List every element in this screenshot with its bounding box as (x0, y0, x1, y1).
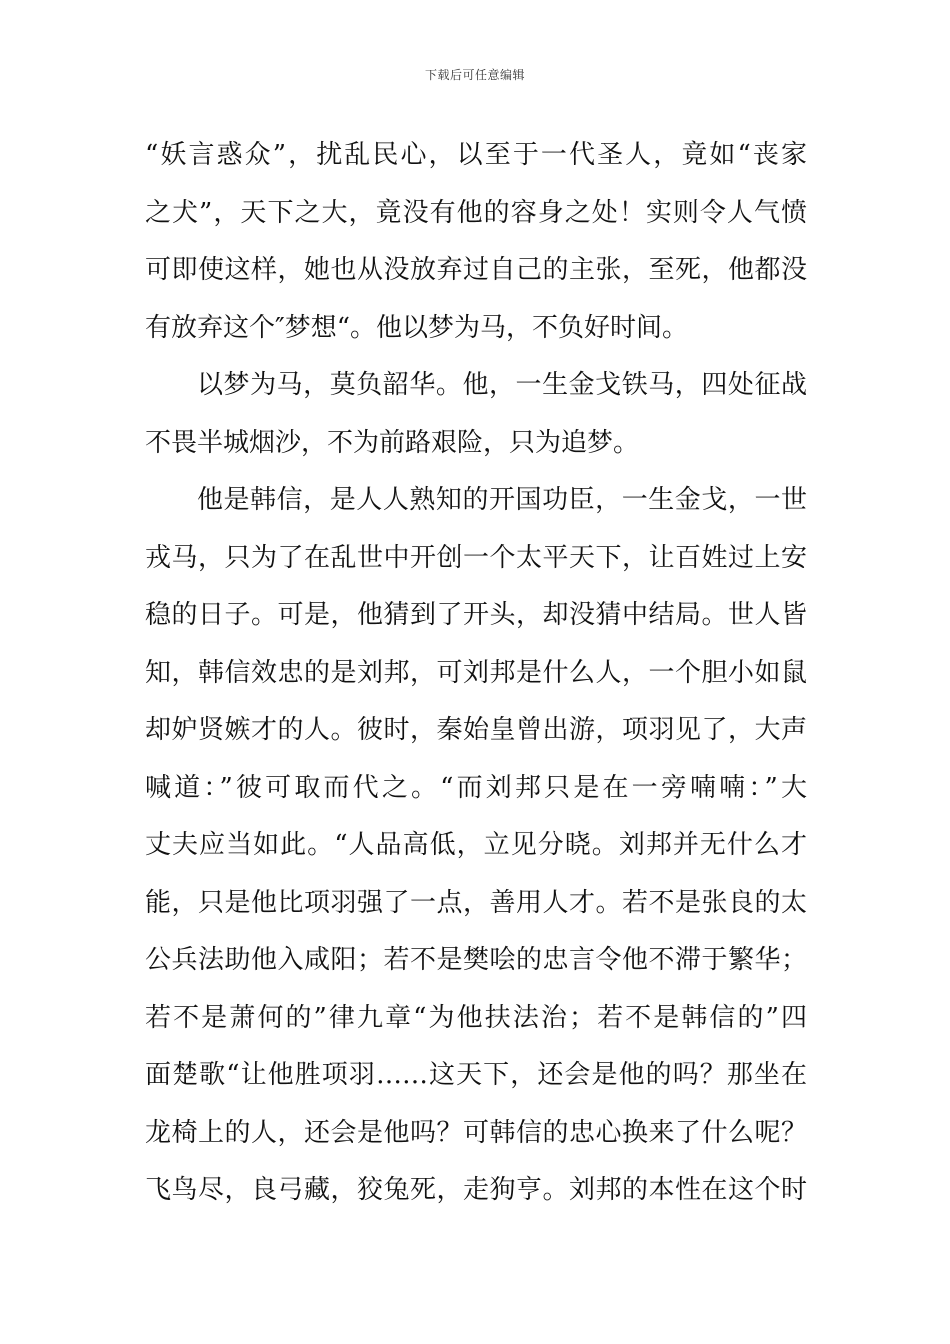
paragraph-end-line: 不畏半城烟沙，不为前路艰险，只为追梦。 (145, 427, 640, 458)
text-line: 之犬”，天下之大，竟没有他的容身之处！实则令人气愤 (145, 197, 807, 228)
text-line: 戎马，只为了在乱世中开创一个太平天下，让百姓过上安 (145, 542, 807, 573)
page-header: 下载后可任意编辑 (424, 68, 525, 82)
text-line: 公兵法助他入咸阳；若不是樊哙的忠言令他不滞于繁华； (145, 945, 807, 975)
text-line: 能，只是他比项羽强了一点，善用人才。若不是张良的太 (145, 887, 807, 918)
text-line: 可即使这样，她也从没放弃过自己的主张，至死，他都没 (145, 255, 807, 285)
text-line: 飞鸟尽，良弓藏，狡兔死，走狗亨。刘邦的本性在这个时 (145, 1175, 807, 1205)
text-line: 龙椅上的人，还会是他吗？可韩信的忠心换来了什么呢？ (145, 1117, 807, 1148)
text-line: 知，韩信效忠的是刘邦，可刘邦是什么人，一个胆小如鼠 (145, 657, 807, 688)
text-line: 若不是萧何的”律九章“为他扶法治；若不是韩信的”四 (145, 1002, 807, 1033)
text-line: 稳的日子。可是，他猜到了开头，却没猜中结局。世人皆 (145, 600, 807, 630)
paragraph-first-line: 他是韩信，是人人熟知的开国功臣，一生金戈，一世 (197, 485, 807, 515)
paragraph-first-line: 以梦为马，莫负韶华。他，一生金戈铁马，四处征战 (197, 370, 807, 400)
text-line: “妖言惑众”，扰乱民心，以至于一代圣人，竟如“丧家 (145, 140, 807, 170)
text-line: 喊道：”彼可取而代之。“而刘邦只是在一旁喃喃：”大 (145, 772, 807, 803)
text-line: 丈夫应当如此。“人品高低，立见分晓。刘邦并无什么才 (145, 830, 807, 860)
paragraph-end-line: 有放弃这个″梦想“。他以梦为马，不负好时间。 (145, 312, 689, 343)
text-line: 面楚歌“让他胜项羽……这天下，还会是他的吗？那坐在 (145, 1060, 807, 1090)
text-line: 却妒贤嫉才的人。彼时，秦始皇曾出游，项羽见了，大声 (145, 715, 807, 745)
body-text (145, 127, 807, 1220)
